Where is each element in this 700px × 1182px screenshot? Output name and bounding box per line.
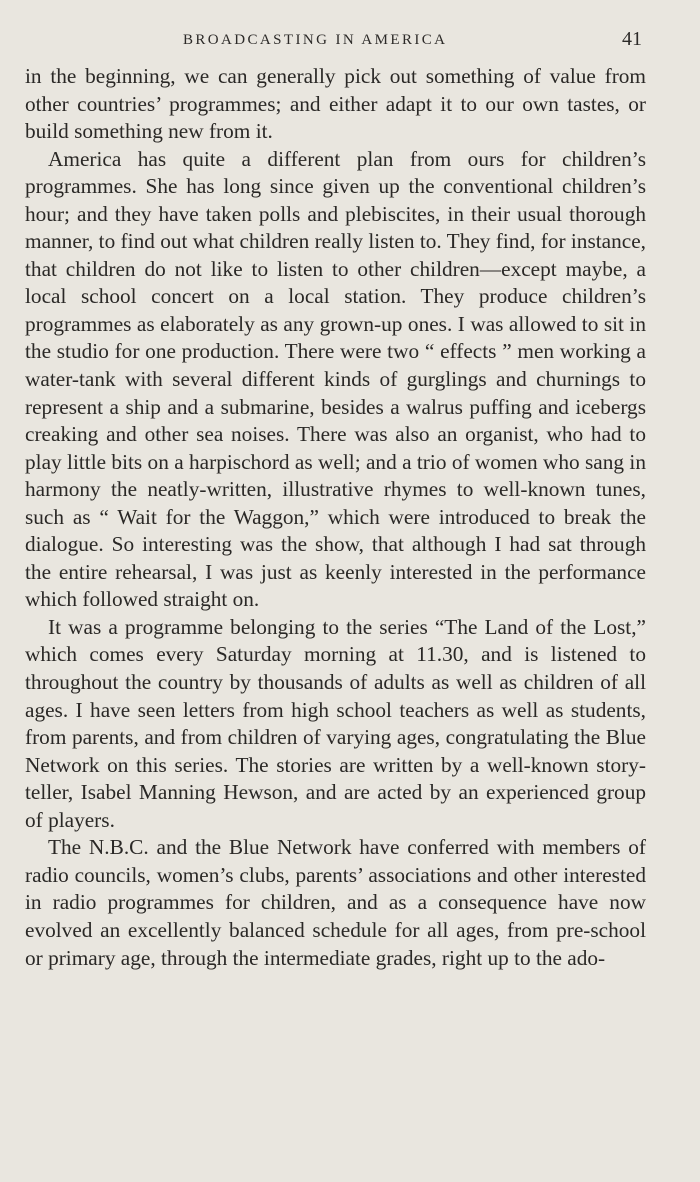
paragraph-land-of-the-lost: It was a programme belonging to the series “The Land of the Lost,” which comes every Saturday morning at 11.30, and is listened to throughout the country by thousands of adults as well as children of all ages. I have seen letters from high school teachers as well as students, from parents, and from children of varying ages, congratulating the Blue Network on this series. The stories are written by a well-known storyteller, Isabel Manning Hewson, and are acted by an experienced group of players.: [25, 614, 646, 832]
paragraph-nbc-blue-network: The N.B.C. and the Blue Network have conferred with members of radio councils, women’s clubs, parents’ associations and other interested in radio programmes for children, and as a consequence have now evolved an excellently balanced schedule for all ages, from pre-school or primary age, through the intermediate grades, right up to the ado-: [25, 835, 646, 970]
paragraph-continuation: in the beginning, we can generally pick out something of value from other countries’ programmes; and either adapt it to our own tastes, or build something new from it.: [25, 64, 646, 144]
running-head-title: BROADCASTING IN AMERICA: [183, 32, 448, 48]
page-number: 41: [622, 28, 642, 50]
paragraph-childrens-programmes: America has quite a different plan from ours for children’s programmes. She has long since given up the conventional children’s hour; and they have taken polls and plebiscites, in their usual thorough manner, to find out what children really listen to. They find, for instance, that children do not like to listen to other children—except maybe, a local school concert on a local station. They produce children’s programmes as elaborately as any grown-up ones. I was allowed to sit in the studio for one production. There were two “ effects ” men working a water-tank with several different kinds of gurglings and churnings to represent a ship and a submarine, besides a walrus puffing and icebergs creaking and other sea noises. There was also an organist, who had to play little bits on a harpischord as well; and a trio of women who sang in harmony the neatly-written, illustrative rhymes to well-known tunes, such as “ Wait for the Waggon,” which were introduced to break the dialogue. So interesting was the show, that although I had sat through the entire rehearsal, I was just as keenly interested in the performance which followed straight on.: [25, 146, 646, 612]
running-head: [0, 30, 700, 54]
body-text: [25, 63, 646, 972]
